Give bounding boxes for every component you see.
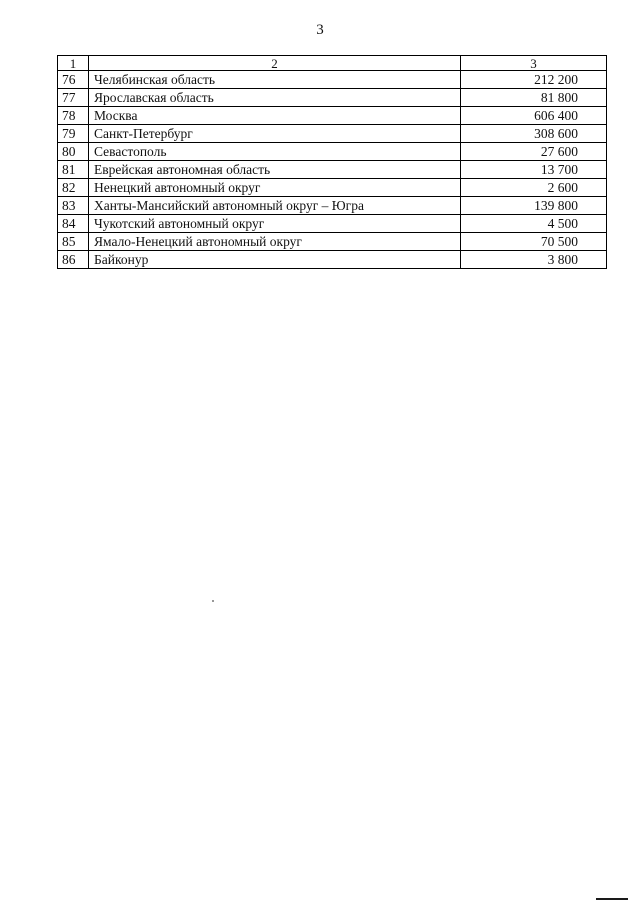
table-row [58,71,607,89]
region-value-cell: 139 800 [461,197,607,215]
row-number-cell: 86 [58,251,89,269]
region-value-cell: 308 600 [461,125,607,143]
region-name-cell: Санкт-Петербург [89,125,461,143]
region-value-cell: 2 600 [461,179,607,197]
region-name-cell: Ярославская область [89,89,461,107]
header-col-number: 1 [58,56,89,71]
table-row [58,125,607,143]
region-value-cell: 70 500 [461,233,607,251]
scan-artifact-dot [212,600,214,602]
table-row [58,215,607,233]
region-name-cell: Ямало-Ненецкий автономный округ [89,233,461,251]
table-row [58,251,607,269]
row-number-cell: 85 [58,233,89,251]
table-row [58,107,607,125]
row-number-cell: 77 [58,89,89,107]
header-col-region: 2 [89,56,461,71]
region-value-cell: 606 400 [461,107,607,125]
scan-artifact-dash [596,898,628,900]
region-name-cell: Чукотский автономный округ [89,215,461,233]
table-row [58,143,607,161]
table-row [58,233,607,251]
region-value-cell: 13 700 [461,161,607,179]
table-row [58,179,607,197]
region-name-cell: Байконур [89,251,461,269]
row-number-cell: 80 [58,143,89,161]
table-row [58,197,607,215]
table-header-row [58,56,607,71]
region-value-cell: 27 600 [461,143,607,161]
row-number-cell: 78 [58,107,89,125]
region-name-cell: Москва [89,107,461,125]
row-number-cell: 79 [58,125,89,143]
region-value-cell: 81 800 [461,89,607,107]
row-number-cell: 83 [58,197,89,215]
region-name-cell: Севастополь [89,143,461,161]
row-number-cell: 76 [58,71,89,89]
region-value-cell: 212 200 [461,71,607,89]
row-number-cell: 81 [58,161,89,179]
region-name-cell: Еврейская автономная область [89,161,461,179]
table-row [58,161,607,179]
row-number-cell: 84 [58,215,89,233]
region-name-cell: Ханты-Мансийский автономный округ – Югра [89,197,461,215]
row-number-cell: 82 [58,179,89,197]
regions-table [57,55,607,269]
region-name-cell: Ненецкий автономный округ [89,179,461,197]
region-value-cell: 3 800 [461,251,607,269]
table-body [58,71,607,269]
table-row [58,89,607,107]
region-value-cell: 4 500 [461,215,607,233]
header-col-value: 3 [461,56,607,71]
region-name-cell: Челябинская область [89,71,461,89]
page-number: 3 [316,22,324,38]
